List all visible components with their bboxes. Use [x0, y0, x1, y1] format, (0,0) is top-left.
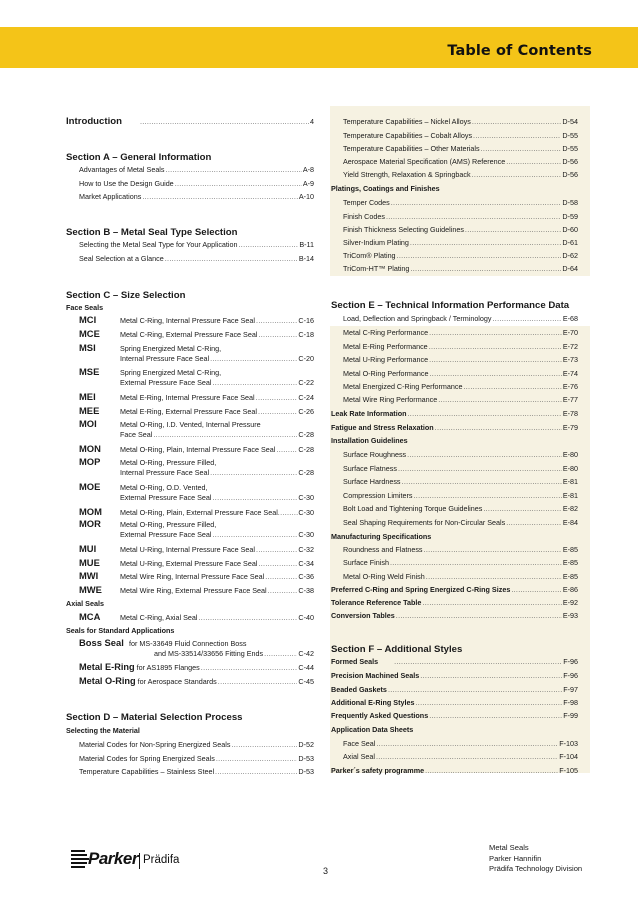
toc-page: C-30 [298, 530, 314, 539]
toc-entry[interactable] [79, 740, 314, 750]
toc-label: Beaded Gaskets [331, 685, 387, 694]
toc-entry[interactable] [154, 649, 314, 659]
toc-label: Metal O-Ring, Plain, External Pressure Face Seal [120, 508, 278, 517]
seal-code: MCA [79, 611, 101, 622]
toc-entry[interactable] [79, 165, 314, 175]
toc-page: C-28 [298, 445, 314, 454]
toc-entry[interactable] [79, 754, 314, 764]
toc-label: Temperature Capabilities – Nickel Alloys [343, 117, 471, 126]
toc-page: A-10 [298, 192, 314, 201]
toc-label: External Pressure Face Seal [120, 493, 212, 502]
parker-logo-mark [71, 850, 89, 872]
section-e-title: Section E – Technical Information Performance Data [331, 300, 570, 311]
toc-label: Market Applications [79, 192, 142, 201]
toc-entry[interactable] [343, 491, 578, 501]
toc-entry[interactable] [120, 508, 314, 518]
toc-page: C-20 [298, 354, 314, 363]
toc-page: C-26 [298, 407, 314, 416]
toc-label: Fatigue and Stress Relaxation [331, 423, 434, 432]
toc-entry[interactable] [331, 423, 578, 433]
toc-label: Temperature Capabilities – Other Materials [343, 144, 480, 153]
manufacturing-title: Manufacturing Specifications [331, 532, 432, 541]
toc-label: Metal E-Ring, Internal Pressure Face Seal [120, 393, 255, 402]
toc-page: F-105 [559, 766, 578, 775]
toc-entry[interactable] [343, 314, 578, 324]
toc-page: C-16 [298, 316, 314, 325]
toc-entry[interactable] [343, 558, 578, 568]
seal-code: MON [79, 443, 101, 454]
toc-label: Surface Finish [343, 558, 389, 567]
toc-entry[interactable] [120, 354, 314, 364]
toc-page: F-97 [563, 685, 578, 694]
toc-label-bold: Metal E-Ring [79, 662, 135, 672]
toc-entry[interactable] [79, 767, 314, 777]
section-c-title: Section C – Size Selection [66, 290, 186, 301]
toc-entry[interactable] [79, 662, 314, 673]
toc-entry[interactable] [343, 355, 578, 365]
section-d-subtitle: Selecting the Material [66, 726, 140, 735]
toc-entry[interactable] [343, 504, 578, 514]
toc-page: E-84 [562, 518, 578, 527]
toc-entry[interactable] [343, 752, 578, 762]
toc-label: Metal Wire Ring, Internal Pressure Face Seal [120, 572, 265, 581]
toc-label: Bolt Load and Tightening Torque Guidelines [343, 504, 483, 513]
toc-entry[interactable] [331, 711, 578, 721]
toc-label: Yield Strength, Relaxation & Springback [343, 170, 471, 179]
toc-label: Metal C-Ring, Internal Pressure Face Seal [120, 316, 256, 325]
toc-label: Face Seal [343, 739, 376, 748]
toc-label: Metal C-Ring, Axial Seal [120, 613, 198, 622]
toc-page: D-58 [562, 198, 578, 207]
toc-label: External Pressure Face Seal [120, 530, 212, 539]
toc-label: Metal E-Ring Performance [343, 342, 428, 351]
toc-page: E-85 [562, 545, 578, 554]
section-f-title: Section F – Additional Styles [331, 644, 463, 655]
axial-seals-subtitle: Axial Seals [66, 599, 104, 608]
footer-info [489, 843, 582, 875]
toc-label: for Aerospace Standards [137, 677, 217, 686]
toc-entry[interactable] [120, 586, 314, 596]
seal-code: MSI [79, 342, 96, 353]
toc-entry[interactable] [343, 450, 578, 460]
seal-code: MCE [79, 328, 100, 339]
toc-entry[interactable] [343, 395, 578, 405]
pradifa-logo: Prädifa [143, 854, 180, 866]
toc-page: E-74 [562, 369, 578, 378]
toc-label: Finish Thickness Selecting Guidelines [343, 225, 464, 234]
toc-label: Temper Codes [343, 198, 390, 207]
toc-label: Metal Wire Ring Performance [343, 395, 438, 404]
toc-page: C-28 [298, 468, 314, 477]
toc-entry[interactable] [120, 445, 314, 455]
toc-page: E-68 [562, 314, 578, 323]
footer-line: Metal Seals [489, 843, 529, 852]
toc-page: F-96 [563, 671, 578, 680]
toc-page: B-11 [299, 240, 314, 249]
toc-label: Metal U-Ring, External Pressure Face Seal [120, 559, 258, 568]
toc-page: C-24 [298, 393, 314, 402]
toc-page: E-86 [562, 585, 578, 594]
toc-page: C-40 [298, 613, 314, 622]
toc-entry[interactable] [120, 572, 314, 582]
page-number: 3 [323, 866, 329, 876]
toc-entry[interactable] [343, 342, 578, 352]
toc-label: TriCom® Plating [343, 251, 396, 260]
toc-label: Metal U-Ring, Internal Pressure Face Seal [120, 545, 256, 554]
toc-entry[interactable] [343, 131, 578, 141]
toc-label: Metal U-Ring Performance [343, 355, 429, 364]
toc-entry[interactable] [120, 393, 314, 403]
toc-page: E-77 [562, 395, 578, 404]
toc-label: and MS-33514/33656 Fitting Ends [154, 649, 264, 658]
toc-page: D-56 [562, 157, 578, 166]
toc-page: D-53 [298, 754, 314, 763]
toc-entry[interactable] [120, 407, 314, 417]
toc-page: D-52 [298, 740, 314, 749]
toc-entry[interactable] [343, 464, 578, 474]
toc-page: E-78 [562, 409, 578, 418]
toc-page: E-72 [562, 342, 578, 351]
toc-label: Precision Machined Seals [331, 671, 420, 680]
toc-label: Surface Roughness [343, 450, 407, 459]
seal-code: MOI [79, 418, 97, 429]
toc-page: E-92 [562, 598, 578, 607]
toc-label: Frequently Asked Questions [331, 711, 429, 720]
toc-label: Metal C-Ring Performance [343, 328, 429, 337]
section-b-title: Section B – Metal Seal Type Selection [66, 227, 238, 238]
toc-page: E-85 [562, 572, 578, 581]
toc-label: External Pressure Face Seal [120, 378, 212, 387]
toc-label: Material Codes for Spring Energized Seals [79, 754, 215, 763]
toc-label: Temperature Capabilities – Cobalt Alloys [343, 131, 473, 140]
toc-entry[interactable] [343, 225, 578, 235]
toc-entry[interactable] [331, 611, 578, 621]
toc-label: Metal O-Ring Performance [343, 369, 429, 378]
footer-line: Prädifa Technology Division [489, 864, 583, 874]
toc-page: D-61 [562, 238, 578, 247]
footer-line: Parker Hannifin [489, 853, 542, 863]
seal-code: MEE [79, 405, 100, 416]
toc-entry[interactable] [120, 430, 314, 440]
toc-label-line1: Spring Energized Metal C-Ring, [120, 344, 222, 353]
seal-code: MUE [79, 557, 100, 568]
toc-entry[interactable] [343, 117, 578, 127]
toc-entry[interactable] [343, 518, 578, 528]
toc-entry[interactable] [343, 251, 578, 261]
toc-page: C-38 [298, 586, 314, 595]
toc-entry[interactable] [343, 369, 578, 379]
toc-page: E-81 [562, 491, 578, 500]
toc-page: C-22 [298, 378, 314, 387]
toc-entry[interactable] [343, 198, 578, 208]
toc-label-bold: Metal O-Ring [79, 676, 136, 686]
toc-page: D-60 [562, 225, 578, 234]
toc-page: C-32 [298, 545, 314, 554]
seal-code: MOE [79, 481, 101, 492]
toc-entry[interactable] [79, 240, 314, 250]
toc-page: C-34 [298, 559, 314, 568]
toc-entry[interactable] [343, 382, 578, 392]
toc-label: Metal Wire Ring, External Pressure Face Seal [120, 586, 267, 595]
toc-entry[interactable] [343, 157, 578, 167]
seal-code: MSE [79, 366, 100, 377]
installation-title: Installation Guidelines [331, 436, 408, 445]
toc-label: Face Seal [120, 430, 153, 439]
toc-label: Seal Selection at a Glance [79, 254, 164, 263]
toc-label: Surface Flatness [343, 464, 397, 473]
toc-entry[interactable] [120, 316, 314, 326]
toc-entry[interactable] [343, 238, 578, 248]
toc-page: C-45 [298, 677, 314, 686]
toc-label-line1: Spring Energized Metal C-Ring, [120, 368, 222, 377]
toc-entry[interactable] [79, 676, 314, 687]
toc-page: F-96 [563, 657, 578, 666]
standard-applications-subtitle: Seals for Standard Applications [66, 626, 175, 635]
toc-label: Seal Shaping Requirements for Non-Circular Seals [343, 518, 506, 527]
section-d-title: Section D – Material Selection Process [66, 712, 243, 723]
toc-entry[interactable] [120, 330, 314, 340]
toc-page: E-80 [562, 450, 578, 459]
toc-label: Silver-Indium Plating [343, 238, 409, 247]
toc-entry[interactable] [120, 378, 314, 388]
toc-entry[interactable] [79, 192, 314, 202]
toc-page: E-82 [562, 504, 578, 513]
toc-label: Axial Seal [343, 752, 375, 761]
toc-page: F-98 [563, 698, 578, 707]
toc-entry[interactable] [120, 530, 314, 540]
toc-entry[interactable] [331, 657, 578, 667]
toc-page: E-80 [562, 464, 578, 473]
toc-label: Introduction [66, 116, 122, 127]
toc-entry[interactable] [343, 477, 578, 487]
seal-code: MCI [79, 314, 97, 325]
toc-entry[interactable] [79, 254, 314, 264]
toc-label: Metal Energized C-Ring Performance [343, 382, 463, 391]
toc-label: Surface Hardness [343, 477, 401, 486]
toc-label: TriCom-HT™ Plating [343, 264, 410, 273]
toc-page: D-56 [562, 170, 578, 179]
application-data-title: Application Data Sheets [331, 725, 414, 734]
toc-page: F-104 [559, 752, 578, 761]
toc-entry[interactable] [343, 170, 578, 180]
toc-label: How to Use the Design Guide [79, 179, 174, 188]
toc-page: C-36 [298, 572, 314, 581]
toc-label: Conversion Tables [331, 611, 395, 620]
face-seals-subtitle: Face Seals [66, 303, 104, 312]
toc-label-line1: for MS-33649 Fluid Connection Boss [129, 639, 247, 648]
seal-code: MOP [79, 456, 101, 467]
toc-label-line1: Metal O-Ring, I.D. Vented, Internal Pressure [120, 420, 261, 429]
toc-page: E-70 [562, 328, 578, 337]
toc-label: Leak Rate Information [331, 409, 407, 418]
toc-label-line1: Metal O-Ring, Pressure Filled, [120, 458, 217, 467]
toc-label: Metal C-Ring, External Pressure Face Seal [120, 330, 258, 339]
seal-code: MOR [79, 518, 101, 529]
toc-entry[interactable] [120, 545, 314, 555]
toc-page: A-9 [302, 179, 314, 188]
toc-page: A-8 [302, 165, 314, 174]
seal-code: MUI [79, 543, 97, 554]
toc-label: Selecting the Metal Seal Type for Your Application [79, 240, 238, 249]
toc-label-line1: Metal O-Ring, Pressure Filled, [120, 520, 217, 529]
toc-label-line1: Metal O-Ring, O.D. Vented, [120, 483, 208, 492]
toc-label: Parker´s safety programme [331, 766, 425, 775]
toc-label: Load, Deflection and Springback / Terminology [343, 314, 492, 323]
toc-label: Advantages of Metal Seals [79, 165, 165, 174]
toc-page: C-30 [298, 508, 314, 517]
toc-entry[interactable] [343, 328, 578, 338]
toc-page: E-76 [562, 382, 578, 391]
toc-entry[interactable] [343, 545, 578, 555]
toc-label: Metal E-Ring, External Pressure Face Seal [120, 407, 258, 416]
toc-page: E-85 [562, 558, 578, 567]
toc-page: D-62 [562, 251, 578, 260]
toc-page: 4 [310, 117, 314, 126]
section-a-title: Section A – General Information [66, 152, 212, 163]
seal-code: MEI [79, 391, 96, 402]
toc-label: Tolerance Reference Table [331, 598, 422, 607]
toc-label: Metal O-Ring, Plain, Internal Pressure Face Seal [120, 445, 276, 454]
toc-entry[interactable] [120, 468, 314, 478]
toc-entry[interactable] [120, 493, 314, 503]
toc-label: Aerospace Material Specification (AMS) Reference [343, 157, 506, 166]
toc-page: C-44 [298, 663, 314, 672]
toc-page: C-28 [298, 430, 314, 439]
toc-page: F-103 [559, 739, 578, 748]
toc-page: C-18 [298, 330, 314, 339]
toc-label: Additional E-Ring Styles [331, 698, 415, 707]
toc-page: D-55 [562, 144, 578, 153]
boss-seal-name: Boss Seal [79, 637, 124, 648]
toc-page: D-64 [562, 264, 578, 273]
toc-entry[interactable] [343, 572, 578, 582]
toc-label: Finish Codes [343, 212, 385, 221]
toc-entry[interactable] [331, 585, 578, 595]
logo-divider [139, 853, 140, 869]
toc-entry[interactable] [331, 685, 578, 695]
toc-page: D-59 [562, 212, 578, 221]
toc-page: C-30 [298, 493, 314, 502]
toc-page: E-79 [562, 423, 578, 432]
toc-label: Compression Limiters [343, 491, 413, 500]
toc-label: Internal Pressure Face Seal [120, 468, 210, 477]
seal-code: MOM [79, 506, 102, 517]
toc-label: Material Codes for Non-Spring Energized Seals [79, 740, 231, 749]
toc-page: F-99 [563, 711, 578, 720]
toc-label: Internal Pressure Face Seal [120, 354, 210, 363]
toc-entry[interactable] [343, 144, 578, 154]
seal-code: MWI [79, 570, 99, 581]
toc-label: for AS1895 Flanges [136, 663, 200, 672]
toc-page: D-53 [298, 767, 314, 776]
page-title: Table of Contents [447, 43, 592, 59]
toc-label: Metal O-Ring Weld Finish [343, 572, 425, 581]
platings-title: Platings, Coatings and Finishes [331, 184, 440, 193]
toc-page: E-81 [562, 477, 578, 486]
parker-logo: Parker [88, 849, 138, 868]
toc-entry[interactable] [343, 264, 578, 274]
toc-label: Temperature Capabilities – Stainless Steel [79, 767, 215, 776]
toc-entry[interactable] [120, 613, 314, 623]
toc-page: E-73 [562, 355, 578, 364]
toc-page: D-54 [562, 117, 578, 126]
toc-entry[interactable] [331, 671, 578, 681]
toc-entry[interactable] [79, 179, 314, 189]
toc-entry-introduction[interactable] [66, 117, 314, 127]
seal-code: MWE [79, 584, 102, 595]
toc-entry[interactable] [343, 212, 578, 222]
toc-entry[interactable] [331, 409, 578, 419]
toc-entry[interactable] [331, 598, 578, 608]
toc-entry[interactable] [331, 766, 578, 776]
toc-page: E-93 [562, 611, 578, 620]
toc-label: Formed Seals [331, 657, 379, 666]
toc-label: Roundness and Flatness [343, 545, 423, 554]
toc-page: C-42 [298, 649, 314, 658]
toc-entry[interactable] [120, 559, 314, 569]
toc-label: Preferred C-Ring and Spring Energized C-Ring Sizes [331, 585, 511, 594]
toc-entry[interactable] [331, 698, 578, 708]
toc-page: D-55 [562, 131, 578, 140]
toc-page: B-14 [298, 254, 314, 263]
toc-entry[interactable] [343, 739, 578, 749]
